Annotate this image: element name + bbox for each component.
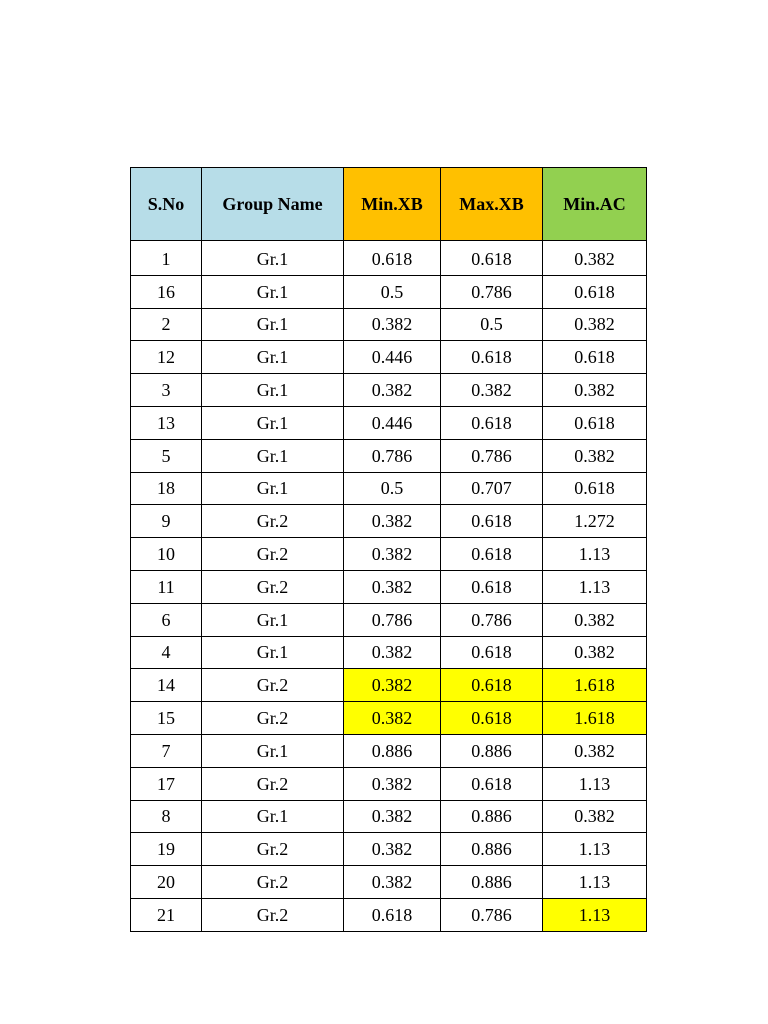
cell-min-xb: 0.5 [344, 275, 441, 308]
cell-sno: 9 [131, 505, 202, 538]
table-row [131, 669, 647, 702]
cell-group: Gr.1 [202, 374, 344, 407]
table-row [131, 241, 647, 276]
cell-min-ac: 0.382 [543, 439, 647, 472]
cell-group: Gr.2 [202, 669, 344, 702]
table-row [131, 898, 647, 931]
cell-max-xb: 0.707 [441, 472, 543, 505]
cell-max-xb: 0.5 [441, 308, 543, 341]
cell-min-ac: 1.13 [543, 898, 647, 931]
cell-min-xb: 0.382 [344, 538, 441, 571]
cell-min-xb: 0.786 [344, 439, 441, 472]
cell-min-ac: 0.382 [543, 241, 647, 276]
cell-sno: 4 [131, 636, 202, 669]
cell-min-ac: 0.382 [543, 603, 647, 636]
cell-min-ac: 0.618 [543, 472, 647, 505]
cell-max-xb: 0.886 [441, 734, 543, 767]
cell-group: Gr.1 [202, 734, 344, 767]
cell-max-xb: 0.786 [441, 898, 543, 931]
table-row [131, 538, 647, 571]
cell-group: Gr.1 [202, 636, 344, 669]
header-max-xb: Max.XB [441, 168, 543, 241]
cell-min-xb: 0.5 [344, 472, 441, 505]
table-row [131, 472, 647, 505]
cell-group: Gr.1 [202, 241, 344, 276]
table-row [131, 833, 647, 866]
cell-sno: 8 [131, 800, 202, 833]
cell-sno: 18 [131, 472, 202, 505]
cell-max-xb: 0.886 [441, 833, 543, 866]
table-row [131, 341, 647, 374]
table-body [131, 241, 647, 932]
cell-group: Gr.1 [202, 472, 344, 505]
header-sno: S.No [131, 168, 202, 241]
cell-group: Gr.2 [202, 570, 344, 603]
cell-min-xb: 0.382 [344, 800, 441, 833]
table-row [131, 866, 647, 899]
table-row [131, 374, 647, 407]
cell-min-xb: 0.618 [344, 241, 441, 276]
cell-min-ac: 0.618 [543, 275, 647, 308]
cell-sno: 15 [131, 702, 202, 735]
cell-min-xb: 0.886 [344, 734, 441, 767]
table-row [131, 406, 647, 439]
cell-min-ac: 0.618 [543, 341, 647, 374]
cell-min-xb: 0.382 [344, 866, 441, 899]
cell-sno: 1 [131, 241, 202, 276]
cell-group: Gr.1 [202, 275, 344, 308]
header-group-name: Group Name [202, 168, 344, 241]
cell-group: Gr.2 [202, 866, 344, 899]
cell-min-xb: 0.446 [344, 406, 441, 439]
cell-min-ac: 1.13 [543, 866, 647, 899]
table-header-row [131, 168, 647, 241]
cell-sno: 10 [131, 538, 202, 571]
cell-sno: 12 [131, 341, 202, 374]
cell-sno: 16 [131, 275, 202, 308]
cell-min-xb: 0.382 [344, 505, 441, 538]
cell-sno: 2 [131, 308, 202, 341]
cell-min-xb: 0.382 [344, 570, 441, 603]
cell-max-xb: 0.618 [441, 341, 543, 374]
cell-max-xb: 0.618 [441, 570, 543, 603]
cell-group: Gr.2 [202, 702, 344, 735]
cell-group: Gr.1 [202, 603, 344, 636]
cell-sno: 20 [131, 866, 202, 899]
cell-max-xb: 0.382 [441, 374, 543, 407]
cell-sno: 5 [131, 439, 202, 472]
cell-max-xb: 0.886 [441, 866, 543, 899]
cell-min-ac: 1.13 [543, 833, 647, 866]
table-row [131, 505, 647, 538]
cell-min-xb: 0.382 [344, 833, 441, 866]
cell-min-ac: 1.618 [543, 669, 647, 702]
cell-max-xb: 0.618 [441, 636, 543, 669]
table-row [131, 636, 647, 669]
cell-max-xb: 0.618 [441, 241, 543, 276]
cell-group: Gr.2 [202, 833, 344, 866]
table-row [131, 603, 647, 636]
table-row [131, 702, 647, 735]
cell-min-ac: 1.618 [543, 702, 647, 735]
table-row [131, 439, 647, 472]
cell-sno: 13 [131, 406, 202, 439]
cell-min-xb: 0.446 [344, 341, 441, 374]
cell-min-ac: 0.382 [543, 636, 647, 669]
cell-group: Gr.1 [202, 341, 344, 374]
cell-sno: 3 [131, 374, 202, 407]
cell-max-xb: 0.618 [441, 505, 543, 538]
cell-min-xb: 0.382 [344, 374, 441, 407]
cell-group: Gr.2 [202, 898, 344, 931]
cell-group: Gr.2 [202, 505, 344, 538]
table-row [131, 767, 647, 800]
cell-max-xb: 0.786 [441, 439, 543, 472]
cell-min-ac: 1.13 [543, 767, 647, 800]
cell-sno: 17 [131, 767, 202, 800]
cell-min-xb: 0.382 [344, 636, 441, 669]
cell-max-xb: 0.618 [441, 702, 543, 735]
cell-group: Gr.1 [202, 308, 344, 341]
cell-max-xb: 0.618 [441, 538, 543, 571]
cell-max-xb: 0.786 [441, 603, 543, 636]
cell-min-xb: 0.618 [344, 898, 441, 931]
cell-sno: 11 [131, 570, 202, 603]
table-row [131, 275, 647, 308]
cell-group: Gr.2 [202, 538, 344, 571]
cell-min-ac: 1.272 [543, 505, 647, 538]
cell-min-xb: 0.382 [344, 767, 441, 800]
cell-group: Gr.1 [202, 406, 344, 439]
table-row [131, 800, 647, 833]
cell-max-xb: 0.786 [441, 275, 543, 308]
table-row [131, 570, 647, 603]
cell-max-xb: 0.618 [441, 406, 543, 439]
cell-group: Gr.2 [202, 767, 344, 800]
cell-min-ac: 0.382 [543, 374, 647, 407]
cell-max-xb: 0.618 [441, 767, 543, 800]
cell-min-ac: 0.382 [543, 308, 647, 341]
cell-min-xb: 0.382 [344, 308, 441, 341]
cell-min-xb: 0.382 [344, 669, 441, 702]
cell-max-xb: 0.886 [441, 800, 543, 833]
cell-min-xb: 0.382 [344, 702, 441, 735]
cell-group: Gr.1 [202, 800, 344, 833]
cell-sno: 19 [131, 833, 202, 866]
header-min-ac: Min.AC [543, 168, 647, 241]
cell-max-xb: 0.618 [441, 669, 543, 702]
data-table [130, 167, 647, 932]
cell-sno: 7 [131, 734, 202, 767]
cell-min-ac: 0.382 [543, 734, 647, 767]
cell-min-ac: 0.618 [543, 406, 647, 439]
cell-sno: 21 [131, 898, 202, 931]
table-row [131, 734, 647, 767]
cell-sno: 14 [131, 669, 202, 702]
cell-min-xb: 0.786 [344, 603, 441, 636]
cell-min-ac: 0.382 [543, 800, 647, 833]
cell-group: Gr.1 [202, 439, 344, 472]
cell-min-ac: 1.13 [543, 570, 647, 603]
table-row [131, 308, 647, 341]
cell-sno: 6 [131, 603, 202, 636]
cell-min-ac: 1.13 [543, 538, 647, 571]
header-min-xb: Min.XB [344, 168, 441, 241]
